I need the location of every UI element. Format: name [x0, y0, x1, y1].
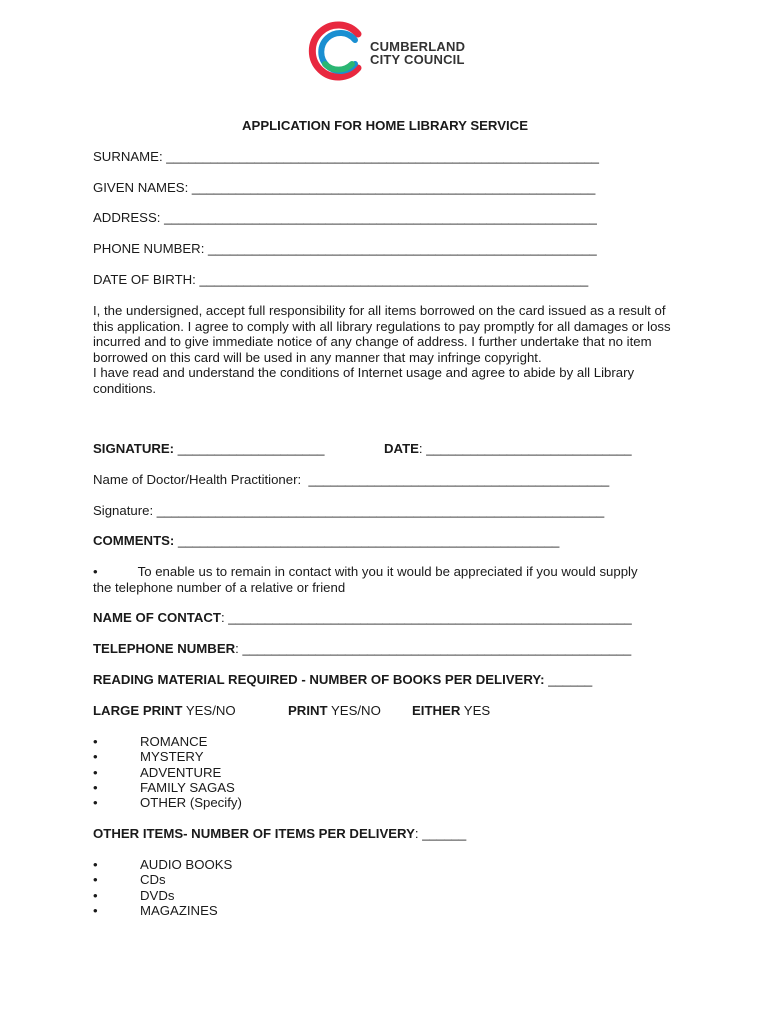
- date-field[interactable]: [384, 441, 632, 457]
- declaration-text: [93, 303, 673, 396]
- given-names-field[interactable]: GIVEN NAMES: _______________________________________________________: [93, 180, 596, 195]
- list-item[interactable]: [93, 765, 242, 780]
- item-audio-books: AUDIO BOOKS: [140, 857, 233, 872]
- bullet-icon: •: [93, 779, 98, 795]
- list-item[interactable]: [93, 872, 232, 887]
- doctor-signature-field[interactable]: Signature: _____________________________________________________________: [93, 503, 605, 518]
- print-label: PRINT: [288, 703, 328, 718]
- genre-mystery: MYSTERY: [140, 749, 204, 765]
- large-print-value: YES/NO: [182, 703, 236, 718]
- signature-label: SIGNATURE:: [93, 441, 175, 456]
- telephone-number-field[interactable]: [93, 641, 631, 657]
- item-type-list: [93, 857, 232, 918]
- date-blank[interactable]: : ____________________________: [418, 441, 632, 456]
- genre-list: [93, 734, 242, 810]
- council-name: [370, 40, 465, 66]
- reading-material-blank[interactable]: ______: [544, 672, 593, 687]
- signature-field[interactable]: [93, 441, 324, 457]
- bullet-icon: •: [93, 749, 98, 765]
- bullet-icon: •: [93, 857, 98, 872]
- bullet-icon: •: [93, 902, 98, 918]
- date-of-birth-field[interactable]: DATE OF BIRTH: _____________________________________________________: [93, 272, 589, 287]
- bullet-icon: •: [93, 764, 98, 780]
- council-name-line2: CITY COUNCIL: [370, 52, 465, 67]
- comments-field[interactable]: [93, 533, 559, 549]
- council-name-line1: CUMBERLAND: [370, 39, 466, 54]
- list-item[interactable]: [93, 749, 242, 764]
- either-label: EITHER: [412, 703, 461, 718]
- other-items-field[interactable]: [93, 826, 466, 842]
- other-items-label: OTHER ITEMS- NUMBER OF ITEMS PER DELIVERY: [93, 826, 415, 841]
- declaration-paragraph-1: I, the undersigned, accept full responsibility for all items borrowed on the card issued as a result of this application. I agree to comply with all library regulations to pay promptly for all damages or loss incurred and to give immediate notice of any change of address. I further undertake that no item borrowed on this card will be used in any manner that may infringe copyright.: [93, 303, 671, 365]
- telephone-number-blank[interactable]: : _____________________________________________________: [235, 641, 632, 656]
- telephone-number-label: TELEPHONE NUMBER: [93, 641, 236, 656]
- item-cds: CDs: [140, 872, 166, 888]
- phone-number-field[interactable]: PHONE NUMBER: _____________________________________________________: [93, 241, 597, 256]
- form-title: APPLICATION FOR HOME LIBRARY SERVICE: [242, 118, 528, 133]
- name-of-contact-label: NAME OF CONTACT: [93, 610, 221, 625]
- name-of-contact-blank[interactable]: : _______________________________________________________: [220, 610, 632, 625]
- comments-blank[interactable]: ____________________________________________________: [174, 533, 560, 548]
- genre-other: OTHER (Specify): [140, 795, 242, 811]
- item-magazines: MAGAZINES: [140, 902, 218, 918]
- large-print-option[interactable]: [93, 703, 236, 719]
- reading-material-field[interactable]: [93, 672, 592, 688]
- genre-romance: ROMANCE: [140, 734, 208, 749]
- list-item[interactable]: [93, 888, 232, 903]
- list-item[interactable]: [93, 857, 232, 872]
- signature-blank[interactable]: ____________________: [174, 441, 325, 456]
- list-item[interactable]: [93, 795, 242, 810]
- genre-family-sagas: FAMILY SAGAS: [140, 779, 235, 795]
- list-item[interactable]: [93, 903, 232, 918]
- declaration-paragraph-2: I have read and understand the conditions of Internet usage and agree to abide by all Library conditions.: [93, 365, 635, 396]
- large-print-label: LARGE PRINT: [93, 703, 183, 718]
- council-logo: [308, 20, 528, 90]
- contact-note-bullet: •: [93, 564, 98, 579]
- address-field[interactable]: ADDRESS: ___________________________________________________________: [93, 210, 597, 225]
- either-option[interactable]: [412, 703, 490, 719]
- bullet-icon: •: [93, 872, 98, 888]
- list-item[interactable]: [93, 780, 242, 795]
- date-label: DATE: [384, 441, 419, 456]
- item-dvds: DVDs: [140, 887, 175, 903]
- bullet-icon: •: [93, 887, 98, 903]
- print-value: YES/NO: [327, 703, 381, 718]
- reading-material-label: READING MATERIAL REQUIRED - NUMBER OF BOOKS PER DELIVERY:: [93, 672, 545, 687]
- print-option[interactable]: [288, 703, 381, 719]
- bullet-icon: •: [93, 795, 98, 811]
- either-value: YES: [460, 703, 491, 718]
- name-of-contact-field[interactable]: [93, 610, 632, 626]
- list-item[interactable]: [93, 734, 242, 749]
- comments-label: COMMENTS:: [93, 533, 175, 548]
- genre-adventure: ADVENTURE: [140, 764, 222, 780]
- other-items-blank[interactable]: : ______: [414, 826, 467, 841]
- contact-note-text: To enable us to remain in contact with you it would be appreciated if you would supply the telephone number of a relative or friend: [93, 564, 638, 595]
- bullet-icon: •: [93, 734, 98, 749]
- contact-note: [93, 564, 653, 595]
- council-logo-mark-icon: [308, 20, 370, 82]
- surname-field[interactable]: SURNAME: ___________________________________________________________: [93, 149, 599, 164]
- doctor-name-field[interactable]: Name of Doctor/Health Practitioner: _________________________________________: [93, 472, 610, 487]
